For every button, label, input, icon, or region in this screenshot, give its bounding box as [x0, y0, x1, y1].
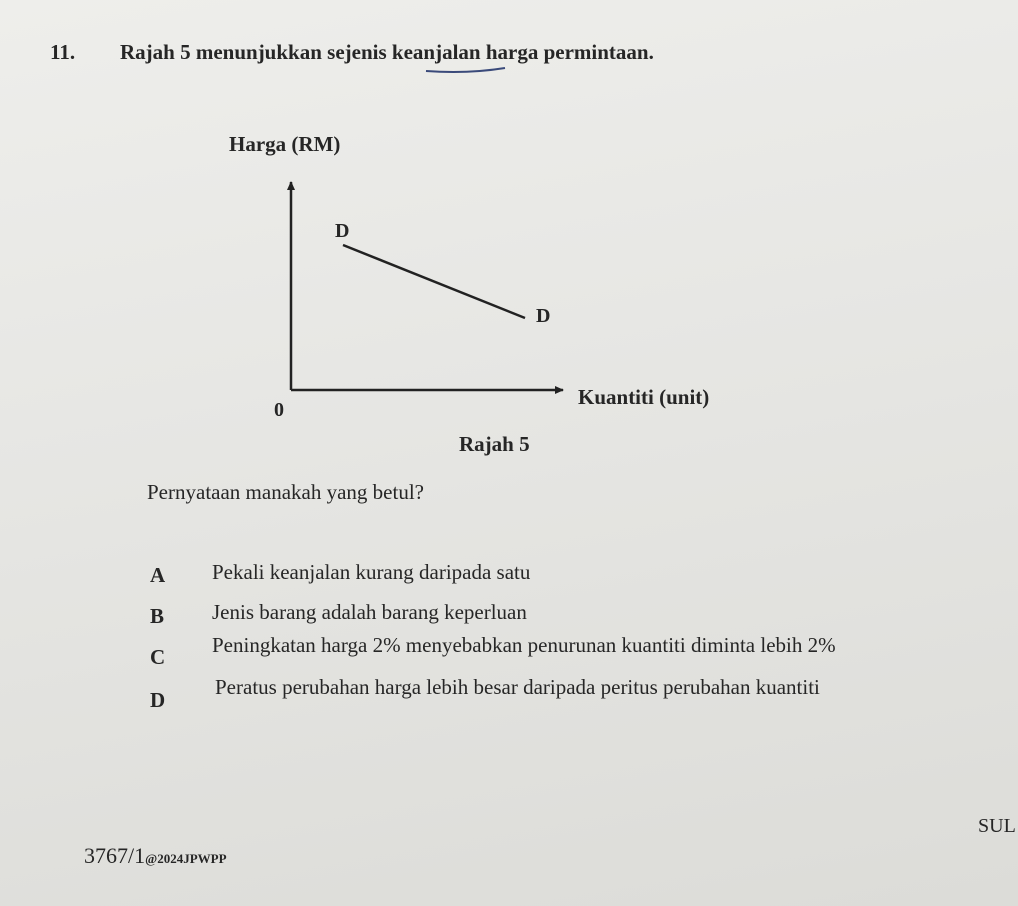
option-d-text: Peratus perubahan harga lebih besar daripada peritus perubahan kuantiti	[215, 675, 820, 699]
option-b-text: Jenis barang adalah barang keperluan	[212, 600, 527, 624]
paper-code	[84, 843, 227, 869]
paper-code-number: 3767/1	[84, 843, 146, 868]
option-c-text: Peningkatan harga 2% menyebabkan penurunan kuantiti diminta lebih 2%	[212, 633, 836, 657]
demand-curve-label-bottom: D	[536, 305, 551, 327]
x-axis-label: Kuantiti (unit)	[578, 385, 710, 409]
question-number: 11.	[50, 40, 76, 64]
option-a-text: Pekali keanjalan kurang daripada satu	[212, 560, 531, 584]
question-text: Rajah 5 menunjukkan sejenis keanjalan harga permintaan.	[120, 40, 654, 64]
figure-caption: Rajah 5	[459, 432, 530, 456]
option-a-letter: A	[150, 563, 166, 587]
origin-label: 0	[274, 399, 284, 421]
question-prompt: Pernyataan manakah yang betul?	[147, 480, 424, 504]
option-b-letter: B	[150, 604, 165, 628]
footer-right-text: SUL	[978, 815, 1016, 837]
copyright-code: @2024JPWPP	[145, 851, 227, 866]
y-axis-label: Harga (RM)	[229, 132, 341, 156]
option-c-letter: C	[150, 645, 166, 669]
handwritten-underline	[426, 68, 505, 72]
option-d-letter: D	[150, 688, 166, 712]
demand-curve-line	[343, 245, 525, 318]
demand-curve-label-top: D	[335, 220, 350, 242]
